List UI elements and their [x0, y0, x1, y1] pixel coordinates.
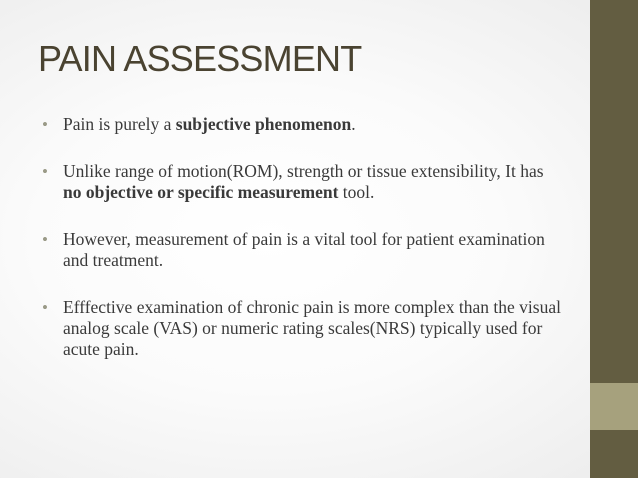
bullet-dot: •: [42, 298, 48, 317]
side-bar-top: [590, 0, 638, 383]
bullet-text: However, measurement of pain is a vital tool for patient examination and treatment.: [63, 229, 545, 270]
bullet-text-end: .: [351, 114, 356, 134]
bullet-emphasis: no objective or specific measurement: [63, 182, 339, 202]
slide-title: PAIN ASSESSMENT: [38, 38, 362, 79]
bullet-text-end: tool.: [338, 182, 375, 202]
bullet-dot: •: [42, 162, 48, 181]
bullet-emphasis: subjective phenomenon: [175, 114, 352, 134]
side-bar-bottom: [590, 430, 638, 478]
bullet-text: Efffective examination of chronic pain is more complex than the visual analog scale (VAS) or numeric rating scales(NRS) typically used for acute pain.: [63, 297, 561, 359]
bullet-dot: •: [42, 115, 48, 134]
bullet-item: [42, 114, 562, 135]
bullet-item: [42, 229, 562, 271]
decorative-side-bar: [590, 0, 638, 478]
bullet-text: Unlike range of motion(ROM), strength or tissue extensibility, It has: [63, 161, 544, 181]
bullet-item: [42, 297, 562, 360]
bullet-dot: •: [42, 230, 48, 249]
side-bar-middle-accent: [590, 383, 638, 430]
bullet-item: [42, 161, 562, 203]
bullet-text: Pain is purely a: [63, 114, 176, 134]
bullet-list: [42, 114, 562, 386]
